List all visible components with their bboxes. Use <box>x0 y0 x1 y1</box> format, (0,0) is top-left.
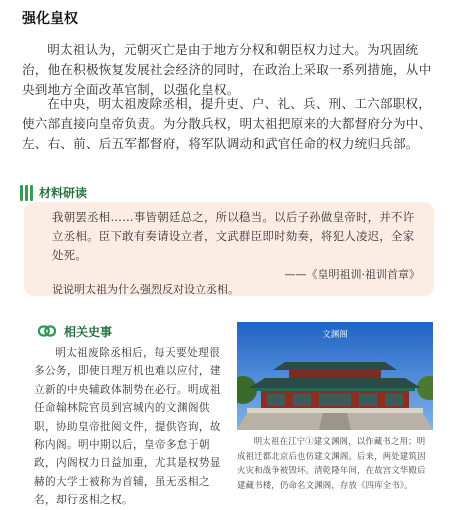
body-paragraph-2: 在中央，明太祖废除丞相，提升吏、户、礼、兵、刑、工六部职权，使六部直接向皇帝负责。为分散兵权，明太祖把原来的大都督府分为中、左、右、前、后五军都督府，将军队调动和武官任命的权力统归兵部。 <box>22 96 432 151</box>
wenyuange-photo <box>237 322 433 430</box>
material-header <box>20 184 87 201</box>
photo-description: 明太祖在江宁①建文渊阁，以作藏书之用；明成祖迁都北京后也仿建文渊阁。后来，两处建筑因火灾和战争被毁坏。清乾隆年间，在故宫文华殿后建藏书楼，仍命名文渊阁，存放《四库全书》。 <box>237 436 426 490</box>
photo-caption: 文渊阁 <box>322 330 348 340</box>
material-source: ——《皇明祖训·祖训首章》 <box>284 268 420 281</box>
link-icon <box>38 322 56 340</box>
bars-icon <box>20 185 33 201</box>
material-question: 说说明太祖为什么强烈反对设立丞相。 <box>52 283 239 296</box>
related-header <box>38 322 112 340</box>
material-quote: 我朝罢丞相……事皆朝廷总之，所以稳当。以后子孙做皇帝时，并不许立丞相。臣下敢有奏请设立者，文武群臣即时劾奏，将犯人凌迟，全家处死。 <box>52 210 415 262</box>
section-title: 强化皇权 <box>22 11 78 27</box>
related-text: 明太祖废除丞相后，每天要处理很多公务，即使日理万机也难以应付，建立新的中央辅政体制势在必行。明成祖任命翰林院官员到宫城内的文渊阁供职，协助皇帝批阅文件，提供咨询，故称内阁。明中期以后，皇帝多怠于朝政，内阁权力日益加重，尤其是权势显赫的大学士被称为首辅，虽无丞相之名，却行丞相之权。 <box>34 347 221 507</box>
body-paragraph-1: 明太祖认为，元朝灭亡是由于地方分权和朝臣权力过大。为巩固统治，他在积极恢复发展社会经济的同时，在政治上采取一系列措施，从中央到地方全面改革官制，以强化皇权。 <box>22 42 432 97</box>
related-label: 相关史事 <box>64 324 113 339</box>
material-label: 材料研读 <box>39 186 88 200</box>
